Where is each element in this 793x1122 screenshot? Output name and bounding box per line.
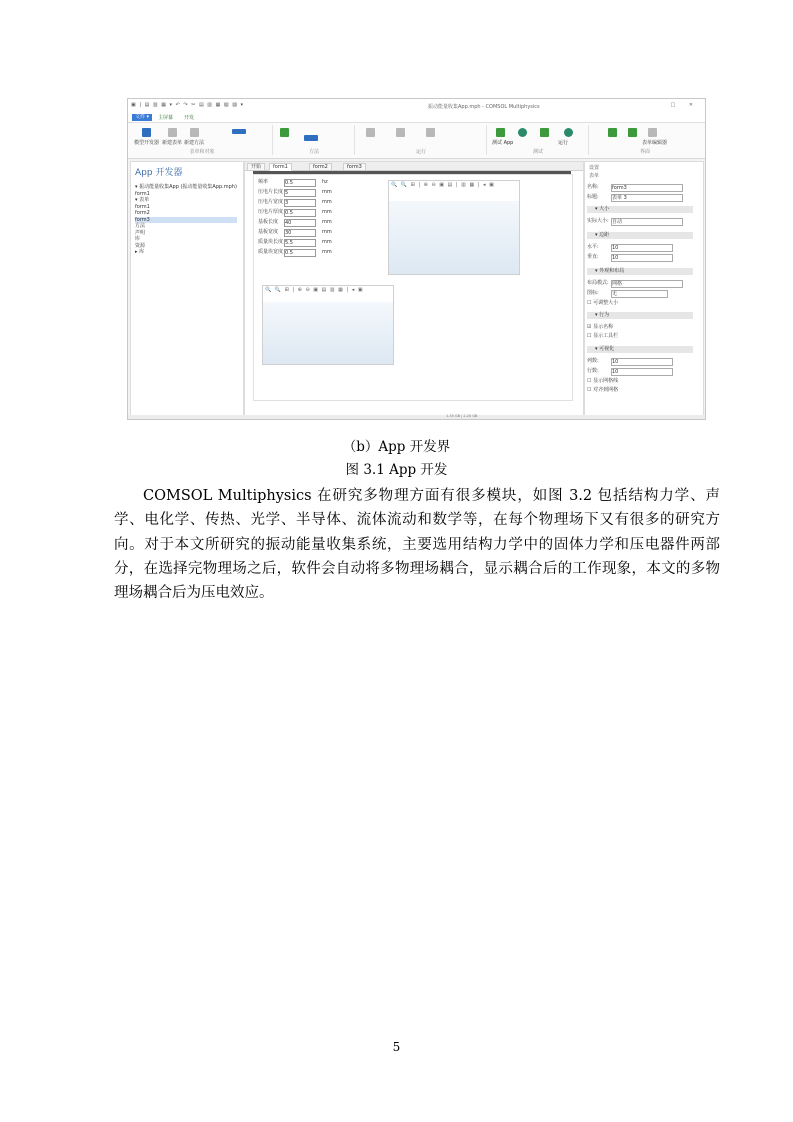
cols-field <box>587 358 619 365</box>
field-input[interactable]: 0.5 <box>284 179 316 187</box>
form-row <box>258 209 332 216</box>
field-unit: mm <box>322 219 332 225</box>
tree-item[interactable]: 资源 <box>135 242 146 249</box>
section-label: ▾ 边距 <box>595 232 610 238</box>
checkbox-label: 显示网格线 <box>593 378 619 384</box>
field-unit: mm <box>322 229 332 235</box>
window-title: 振动能量收集App.mph - COMSOL Multiphysics <box>428 104 540 110</box>
grid-lines-checkbox[interactable]: ☐ 显示网格线 <box>587 378 619 384</box>
ribbon-group-forms <box>132 125 273 155</box>
field-label: 布局模式: <box>587 280 609 286</box>
form-row <box>258 229 332 236</box>
new-method-icon[interactable] <box>190 128 199 137</box>
ribbon <box>128 123 705 159</box>
field-label: 基板宽度 <box>258 229 279 235</box>
ribbon-group-label: 运行 <box>415 149 426 155</box>
form-row <box>258 239 332 246</box>
size-select[interactable]: 自动 <box>611 218 683 226</box>
title-field <box>587 194 627 201</box>
test-app-button[interactable]: 测试 App <box>492 140 514 146</box>
quick-access-toolbar[interactable]: ▣ | ▤ ▥ ▦ ▾ ↶ ↷ ✂ ▤ ▥ ▦ ▧ ▨ ▾ <box>131 102 245 108</box>
field-input[interactable]: 0.5 <box>284 209 316 217</box>
graphics-area[interactable] <box>389 201 519 274</box>
tree-item[interactable]: form1 <box>135 190 150 197</box>
field-label: 实际大小: <box>587 218 609 224</box>
selected-item-icon[interactable] <box>304 135 318 141</box>
new-form-icon[interactable] <box>168 128 177 137</box>
form-canvas[interactable] <box>253 174 573 401</box>
form-row <box>258 219 332 226</box>
rows-field <box>587 368 619 375</box>
form-icon[interactable] <box>280 128 289 137</box>
ribbon-group-ui <box>590 125 700 155</box>
field-input[interactable]: 0.5 <box>284 249 316 257</box>
form-editor <box>244 161 584 418</box>
tab-developer[interactable]: 开发 <box>184 115 195 121</box>
graphics-toolbar[interactable]: 🔍 🔍 ⊞ | ⊕ ⊖ ▣ ▤ ▥ ▦ | ◂ ▣ <box>265 287 364 293</box>
window-controls[interactable]: □ ✕ <box>670 102 699 108</box>
field-label: 标题: <box>587 194 599 200</box>
tree-item[interactable]: ▸ 库 <box>135 249 145 255</box>
app-builder-screenshot <box>127 98 706 420</box>
tab-home[interactable]: 主屏幕 <box>158 115 174 121</box>
cols-input[interactable]: 10 <box>611 358 673 366</box>
ribbon-group-methods <box>274 125 355 155</box>
field-input[interactable]: 5.5 <box>284 239 316 247</box>
settings-panel <box>584 161 704 418</box>
window-titlebar <box>128 99 705 113</box>
graphics-window-top[interactable] <box>388 180 520 275</box>
field-unit: mm <box>322 239 332 245</box>
size-field <box>587 218 623 225</box>
body-paragraph <box>114 484 720 605</box>
tree-item[interactable]: form1 <box>135 203 150 210</box>
ribbon-group-label: 方法 <box>308 149 319 155</box>
layout-field <box>587 280 623 287</box>
tree-item-selected[interactable]: form3 <box>135 217 237 224</box>
tree-item[interactable]: 方法 <box>135 223 146 229</box>
snap-grid-checkbox[interactable]: ☐ 对齐到网格 <box>587 387 619 393</box>
field-input[interactable]: 5 <box>284 189 316 197</box>
app-builder-icon[interactable] <box>142 128 151 137</box>
form-editor-button[interactable]: 表单编辑器 <box>642 140 668 146</box>
section-behavior[interactable] <box>587 312 693 319</box>
field-unit: hz <box>322 179 328 185</box>
form-row <box>258 249 332 256</box>
field-unit: mm <box>322 199 332 205</box>
field-label: 压电片厚度 <box>258 209 284 215</box>
tab-form2[interactable]: form2 <box>309 163 332 171</box>
graphics-toolbar[interactable]: 🔍 🔍 ⊞ | ⊕ ⊖ ▣ ▤ | ▥ ▦ | ◂ ▣ <box>391 182 495 188</box>
section-margins[interactable] <box>587 232 693 239</box>
run-button[interactable]: 运行 <box>558 140 569 146</box>
figure-caption: 图 3.1 App 开发 <box>345 462 448 478</box>
settings-subtitle: 表单 <box>589 173 600 179</box>
margin-h-field <box>587 244 619 251</box>
tab-start[interactable]: 开始 <box>247 163 265 171</box>
field-label: 图标: <box>587 290 599 296</box>
field-label: 列数: <box>587 358 599 364</box>
tab-form1[interactable]: form1 <box>269 163 292 171</box>
form-row <box>258 179 328 186</box>
field-label: 压电片宽度 <box>258 199 284 205</box>
icon-field <box>587 290 618 297</box>
ribbon-group-test <box>488 125 589 155</box>
tree-item[interactable]: ▾ 振动能量收集App (振动能量收集App.mph) <box>135 184 237 190</box>
field-input[interactable]: 40 <box>284 219 316 227</box>
field-input[interactable]: 3 <box>284 199 316 207</box>
field-label: 名称: <box>587 184 599 190</box>
margin-h-input[interactable]: 10 <box>611 244 673 252</box>
field-input[interactable]: 30 <box>284 229 316 237</box>
field-label: 水平: <box>587 244 599 250</box>
page-number: 5 <box>392 1040 401 1054</box>
ribbon-group-run <box>356 125 487 155</box>
section-label: ▾ 大小 <box>595 206 610 212</box>
checkbox-label: 显示工具栏 <box>593 333 619 339</box>
margin-v-input[interactable]: 10 <box>611 254 673 262</box>
model-builder-button[interactable]: 模型开发器 <box>134 140 160 146</box>
save-icon[interactable] <box>540 128 549 137</box>
highlight-icon[interactable] <box>232 129 246 134</box>
form-editor-icon[interactable] <box>648 128 657 137</box>
field-unit: mm <box>322 209 332 215</box>
play-icon[interactable] <box>496 128 505 137</box>
section-label: ▾ 外观和布局 <box>595 268 625 274</box>
checkbox-label: 对齐到网格 <box>593 387 619 393</box>
panel-title: App 开发器 <box>135 168 183 178</box>
tree-item[interactable]: form2 <box>135 210 150 216</box>
section-label: ▾ 行为 <box>595 312 610 318</box>
icon-select[interactable]: 无 <box>611 290 668 298</box>
tree-item[interactable]: 声明 <box>135 229 146 236</box>
table-icon[interactable] <box>366 128 375 137</box>
field-label: 垂直: <box>587 254 599 260</box>
subfigure-caption: （b）App 开发界 <box>342 439 451 455</box>
tree-item[interactable]: ▾ 表单 <box>135 197 150 203</box>
ribbon-group-label: 界面 <box>639 149 650 155</box>
paragraph-text: COMSOL Multiphysics 在研究多物理方面有很多模块，如图 3.2 包括结构力学、声学、电化学、传热、光学、半导体、流体流动和数学等，在每个物理场下又有很多的研究方向。对于本文所研究的振动能量收集系统，主要选用结构力学中的固体力学和压电器件两部分，在选择完物理场之后，软件会自动将多物理场耦合，显示耦合后的工作现象，本文的多物理场耦合后为压电效应。 <box>114 488 720 602</box>
ribbon-group-label: 测试 <box>532 149 543 155</box>
tree-item[interactable]: 库 <box>135 236 141 242</box>
refresh-icon[interactable] <box>518 128 527 137</box>
layout-select[interactable]: 网格 <box>611 280 683 288</box>
run-icon[interactable] <box>564 128 573 137</box>
layout-icon[interactable] <box>608 128 617 137</box>
status-bar <box>128 415 705 419</box>
form-row <box>258 199 332 206</box>
section-size[interactable] <box>587 206 693 213</box>
field-label: 质量块长度 <box>258 239 284 245</box>
app-builder-panel <box>130 161 244 418</box>
settings-title: 设置 <box>589 165 600 171</box>
field-unit: mm <box>322 249 332 255</box>
ribbon-group-label: 表单和对象 <box>189 149 215 155</box>
name-input[interactable]: form3 <box>611 184 683 192</box>
section-appearance[interactable] <box>587 268 693 275</box>
new-form-button[interactable]: 新建表单 <box>162 140 183 146</box>
grid-icon[interactable] <box>396 128 405 137</box>
new-method-button[interactable]: 新建方法 <box>184 140 205 146</box>
tab-form3[interactable]: form3 <box>343 163 366 171</box>
title-input[interactable]: 表单 3 <box>611 194 683 202</box>
ribbon-tabs <box>128 113 705 123</box>
document-tabs <box>245 162 583 171</box>
field-unit: mm <box>322 189 332 195</box>
resize-checkbox[interactable]: ☐ 可调整大小 <box>587 300 619 306</box>
graphics-window-bottom[interactable] <box>262 285 394 365</box>
section-label: ▾ 可视化 <box>595 346 615 352</box>
rows-input[interactable]: 10 <box>611 368 673 376</box>
file-tab[interactable]: 文件 ▾ <box>132 114 152 121</box>
column-icon[interactable] <box>628 128 637 137</box>
section-visual[interactable] <box>587 346 693 353</box>
app-tree[interactable] <box>135 184 237 256</box>
checkbox-label: 显示名称 <box>593 324 614 330</box>
field-label: 压电片长度 <box>258 189 284 195</box>
field-label: 质量块宽度 <box>258 249 284 255</box>
memory-usage: 1.35 GB | 2.20 GB <box>446 414 478 418</box>
form-row <box>258 189 332 196</box>
field-label: 频率 <box>258 179 269 185</box>
show-toolbar-checkbox[interactable]: ☐ 显示工具栏 <box>587 333 619 339</box>
checkbox-label: 可调整大小 <box>593 300 619 306</box>
field-label: 基板长度 <box>258 219 279 225</box>
name-field <box>587 184 627 191</box>
show-name-checkbox[interactable]: ☑ 显示名称 <box>587 324 614 330</box>
graphics-area[interactable] <box>263 302 393 364</box>
page-icon[interactable] <box>426 128 435 137</box>
margin-v-field <box>587 254 619 261</box>
field-label: 行数: <box>587 368 599 374</box>
